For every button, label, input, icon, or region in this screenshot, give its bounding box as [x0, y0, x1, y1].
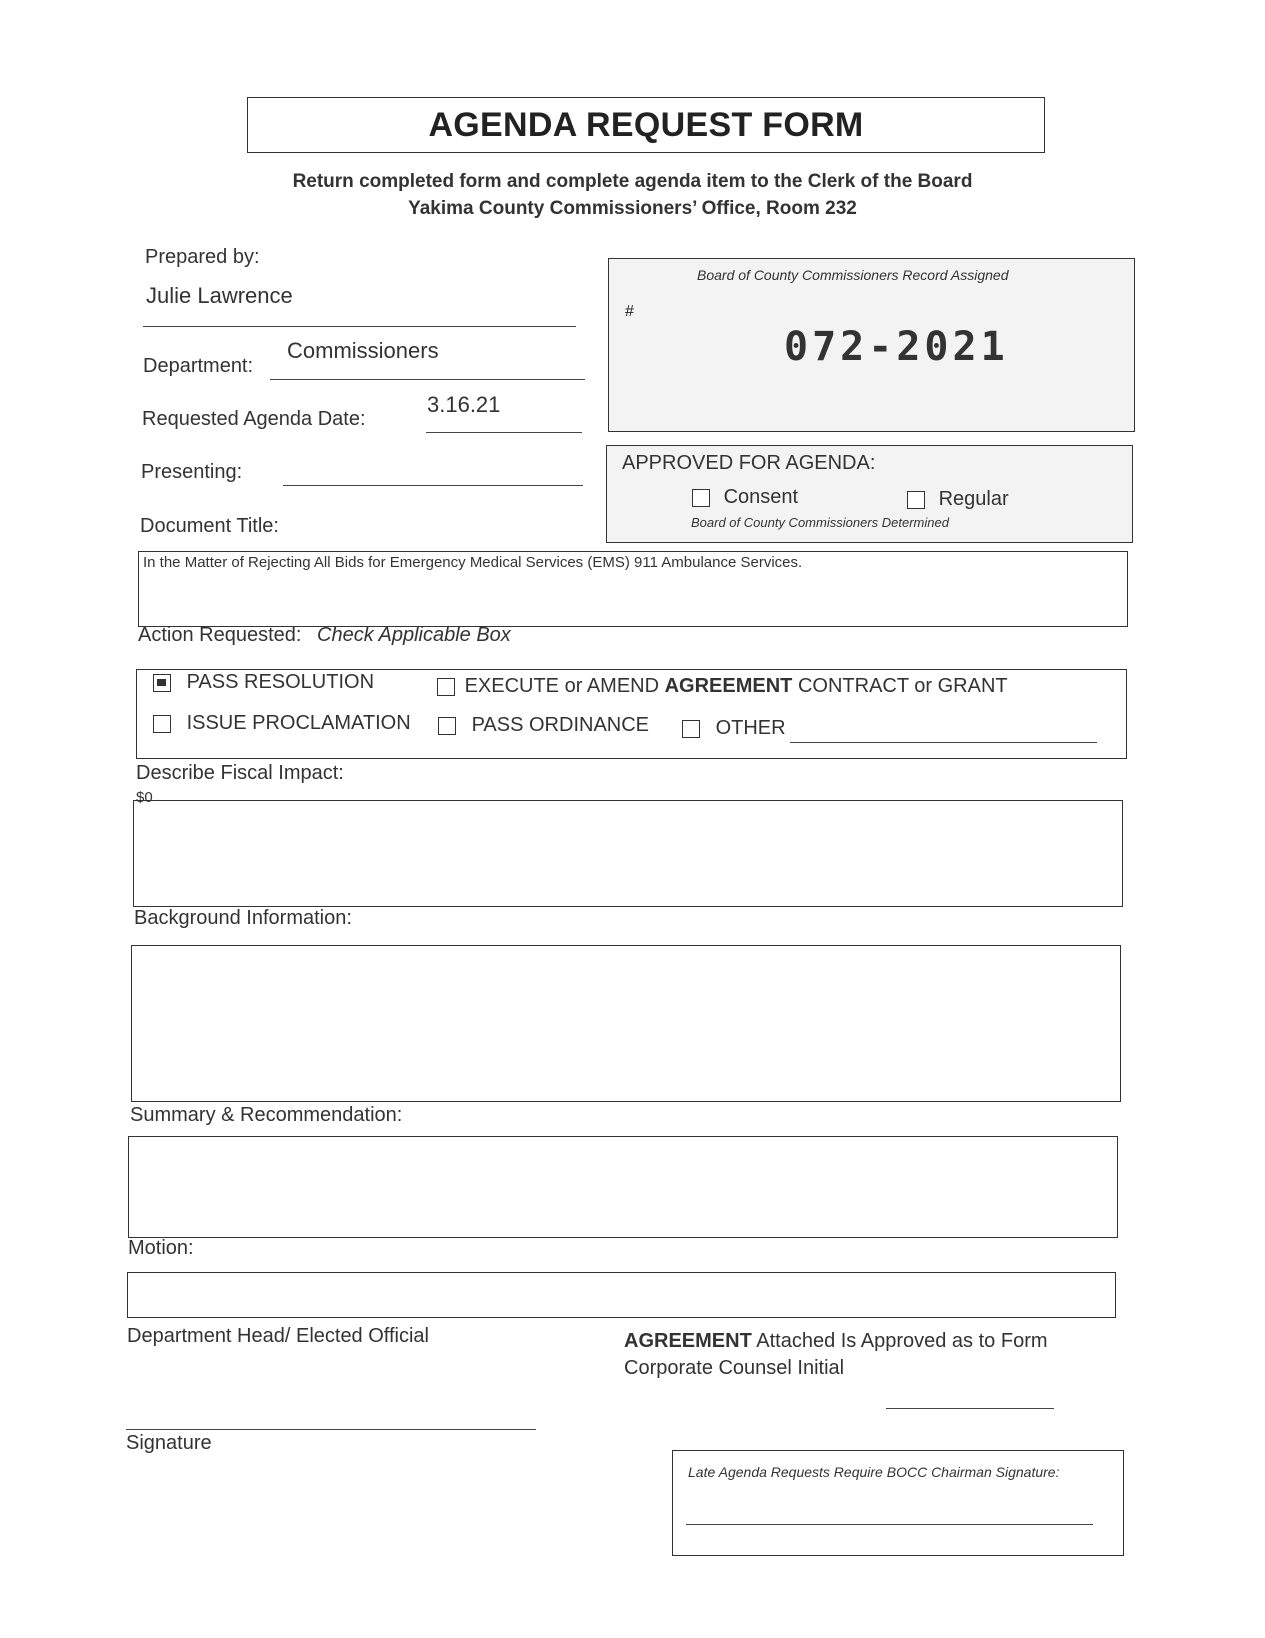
- execute-agreement-checkbox[interactable]: [437, 678, 455, 696]
- agenda-date-label: Requested Agenda Date:: [142, 408, 366, 430]
- late-request-box: [672, 1450, 1124, 1556]
- other-option[interactable]: [682, 717, 786, 740]
- other-label: OTHER: [715, 717, 786, 739]
- background-box[interactable]: [131, 945, 1121, 1102]
- issue-proclamation-checkbox[interactable]: [153, 715, 171, 733]
- motion-box[interactable]: [127, 1272, 1116, 1318]
- execute-prefix: EXECUTE or AMEND: [464, 675, 665, 697]
- approved-heading: APPROVED FOR AGENDA:: [622, 452, 876, 474]
- fiscal-impact-box[interactable]: [133, 789, 1123, 907]
- dept-head-label: Department Head/ Elected Official: [127, 1325, 430, 1347]
- agreement-rest: Attached Is Approved as to Form: [751, 1330, 1048, 1352]
- corporate-counsel-initial-line[interactable]: [886, 1408, 1054, 1409]
- prepared-by-line: [143, 326, 576, 327]
- department-line: [270, 379, 585, 380]
- instructions-line-2: Yakima County Commissioners’ Office, Room 232: [408, 198, 857, 219]
- regular-checkbox[interactable]: [907, 491, 925, 509]
- agenda-date-line: [426, 432, 582, 433]
- execute-suffix: CONTRACT or GRANT: [792, 675, 1008, 697]
- agreement-bold: AGREEMENT: [624, 1330, 752, 1352]
- approved-footnote: Board of County Commissioners Determined: [691, 515, 949, 530]
- issue-proclamation-option[interactable]: [153, 712, 411, 735]
- pass-resolution-option[interactable]: [153, 671, 374, 694]
- summary-label: Summary & Recommendation:: [130, 1104, 403, 1126]
- issue-proclamation-label: ISSUE PROCLAMATION: [186, 712, 411, 734]
- execute-agreement-option[interactable]: [437, 675, 1008, 698]
- action-requested-label: [138, 624, 511, 647]
- instructions-line-1: Return completed form and complete agenda item to the Clerk of the Board: [292, 171, 973, 192]
- other-line[interactable]: [790, 742, 1097, 743]
- late-request-note: Late Agenda Requests Require BOCC Chairman Signature:: [688, 1464, 1060, 1480]
- record-caption: Board of County Commissioners Record Assigned: [697, 267, 1009, 283]
- action-label: Action Requested:: [138, 624, 302, 646]
- chairman-signature-line[interactable]: [686, 1524, 1093, 1525]
- pass-ordinance-label: PASS ORDINANCE: [471, 714, 650, 736]
- regular-option[interactable]: [907, 488, 1009, 511]
- consent-checkbox[interactable]: [692, 489, 710, 507]
- pass-ordinance-option[interactable]: [438, 714, 649, 737]
- pass-resolution-checkbox[interactable]: [153, 674, 171, 692]
- record-assigned-box: [608, 258, 1135, 432]
- presenting-label: Presenting:: [141, 461, 243, 483]
- form-title: AGENDA REQUEST FORM: [428, 105, 864, 144]
- approved-for-agenda-box: [606, 445, 1133, 543]
- signature-label: Signature: [126, 1432, 212, 1454]
- pass-resolution-label: PASS RESOLUTION: [186, 671, 375, 693]
- other-checkbox[interactable]: [682, 720, 700, 738]
- motion-label: Motion:: [128, 1237, 194, 1259]
- regular-label: Regular: [938, 488, 1009, 510]
- background-label: Background Information:: [134, 907, 352, 929]
- department-value[interactable]: Commissioners: [287, 338, 439, 363]
- signature-line[interactable]: [126, 1429, 536, 1430]
- presenting-line[interactable]: [283, 485, 583, 486]
- action-hint: Check Applicable Box: [317, 624, 511, 646]
- fiscal-impact-value: $0: [136, 789, 153, 806]
- document-title-value: In the Matter of Rejecting All Bids for Emergency Medical Services (EMS) 911 Ambulance Services.: [143, 554, 803, 571]
- consent-option[interactable]: [692, 486, 798, 509]
- corporate-counsel-label: Corporate Counsel Initial: [624, 1357, 845, 1379]
- action-options-box: [136, 669, 1127, 759]
- record-number: 072-2021: [784, 324, 1009, 370]
- pass-ordinance-checkbox[interactable]: [438, 717, 456, 735]
- record-hash: #: [625, 303, 634, 320]
- document-title-box[interactable]: [138, 551, 1128, 627]
- prepared-by-label: Prepared by:: [145, 246, 260, 268]
- agreement-approval-label: [624, 1330, 1048, 1353]
- department-label: Department:: [143, 355, 254, 377]
- summary-box[interactable]: [128, 1136, 1118, 1238]
- fiscal-impact-label: Describe Fiscal Impact:: [136, 762, 344, 784]
- consent-label: Consent: [723, 486, 799, 508]
- form-title-box: [247, 97, 1045, 153]
- document-title-label: Document Title:: [140, 515, 279, 537]
- prepared-by-value[interactable]: Julie Lawrence: [146, 283, 293, 308]
- execute-bold: AGREEMENT: [664, 675, 793, 697]
- agenda-date-value[interactable]: 3.16.21: [427, 392, 501, 417]
